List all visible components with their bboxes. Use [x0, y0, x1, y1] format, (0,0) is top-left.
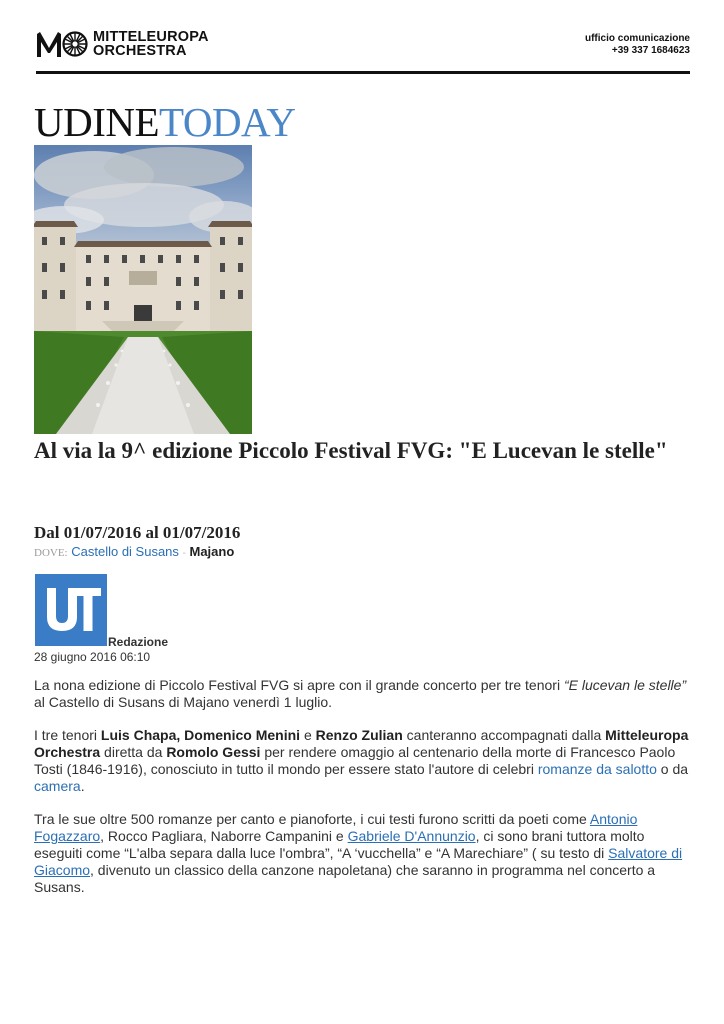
link-antonio-fogazzaro[interactable]: Antonio Fogazzaro — [34, 811, 638, 844]
paragraph-2: I tre tenori Luis Chapa, Domenico Menini e Renzo Zulian canteranno accompagnati dalla Mitteleuropa Orchestra diretta da Romolo Gessi per rendere omaggio al centenario della morte di Francesco Paolo Tosti (1846-1916), conosciuto in tutto il mondo per essere stato l'autore di celebri romanze da salotto o da camera. — [34, 727, 689, 794]
article-title: Al via la 9^ edizione Piccolo Festival FVG: "E Lucevan le stelle" — [34, 438, 668, 463]
contact-block — [585, 33, 690, 57]
link-camera[interactable]: camera — [34, 778, 81, 794]
paragraph-3: Tra le sue oltre 500 romanze per canto e pianoforte, i cui testi furono scritti da poeti come Antonio Fogazzaro, Rocco Pagliara, Naborre Campanini e Gabriele D'Annunzio, ci sono brani tuttora molto eseguiti come “L'alba separa dalla luce l'ombra”, “A ‘vucchella” e “A Marechiare” ( su testo di Salvatore di Giacomo, divenuto un classico della canzone napoletana) che saranno in programma nel concerto a Susans. — [34, 811, 683, 895]
link-gabriele-dannunzio[interactable]: Gabriele D'Annunzio — [347, 828, 476, 844]
location-place-link[interactable]: Castello di Susans — [71, 544, 179, 559]
event-dates: Dal 01/07/2016 al 01/07/2016 — [34, 523, 241, 542]
ut-logo-icon — [35, 574, 107, 646]
mo-monogram-icon — [36, 30, 88, 58]
publish-date: 28 giugno 2016 06:10 — [34, 650, 151, 664]
location-city: Majano — [189, 544, 235, 559]
author-avatar — [35, 574, 107, 646]
logo-line-2: ORCHESTRA — [93, 43, 187, 59]
document-header — [36, 26, 690, 72]
mitteleuropa-orchestra-logo — [36, 28, 209, 60]
article-body — [34, 677, 690, 912]
castle-photo — [34, 145, 252, 434]
location-label: DOVE: — [34, 547, 68, 559]
masthead-today: TODAY — [159, 99, 296, 145]
paragraph-1: La nona edizione di Piccolo Festival FVG si apre con il grande concerto per tre tenori “E lucevan le stelle” al Castello di Susans di Majano venerdì 1 luglio. — [34, 677, 687, 710]
location-separator: - — [182, 548, 186, 559]
link-romanze-da-salotto[interactable]: romanze da salotto — [537, 761, 657, 777]
contact-phone: +39 337 1684623 — [611, 45, 690, 56]
udinetoday-masthead — [34, 100, 296, 144]
contact-label: ufficio comunicazione — [584, 33, 690, 44]
masthead-udine: UDINE — [34, 99, 160, 145]
author-name: Redazione — [108, 635, 169, 649]
header-divider — [36, 71, 690, 74]
event-location — [34, 544, 234, 562]
logo-line-1: MITTELEUROPA — [93, 29, 209, 45]
link-salvatore-di-giacomo[interactable]: Salvatore di Giacomo — [34, 845, 683, 878]
